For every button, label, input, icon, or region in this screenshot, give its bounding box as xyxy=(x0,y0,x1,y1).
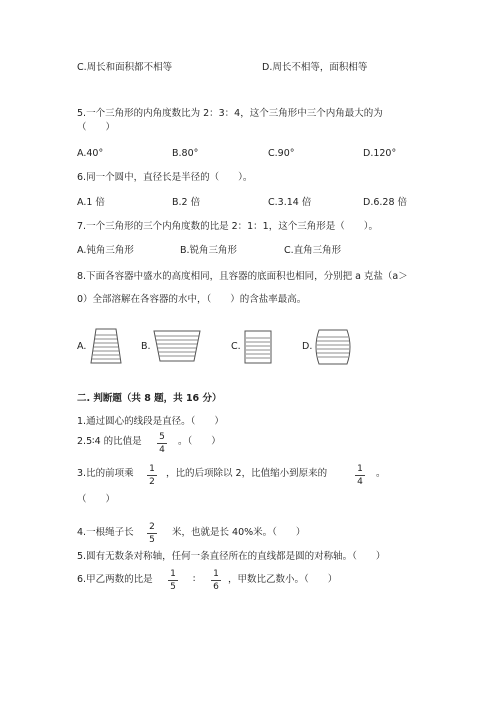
j3-numerator-1: 1 xyxy=(149,464,155,474)
q6-option-a[interactable]: A.1 倍 xyxy=(77,197,105,208)
q8-option-d-label[interactable]: D. xyxy=(302,341,313,352)
j2-statement-pre: 2.5∶4 的比值是 xyxy=(77,436,142,447)
j2-statement-post: 。（ ） xyxy=(178,436,221,447)
j4-numerator: 2 xyxy=(149,522,155,532)
q8-option-a-label[interactable]: A. xyxy=(77,341,87,352)
j6-numerator-1: 1 xyxy=(170,569,176,579)
q8-option-b-label[interactable]: B. xyxy=(141,341,151,352)
q7-option-c[interactable]: C.直角三角形 xyxy=(284,245,342,256)
q7-option-b[interactable]: B.锐角三角形 xyxy=(180,245,238,256)
container-c-icon xyxy=(243,329,273,365)
q5-option-d[interactable]: D.120° xyxy=(363,148,397,159)
j3-answer-blank: （ ） xyxy=(77,494,116,505)
j5-statement: 5.圆有无数条对称轴，任何一条直径所在的直线都是圆的对称轴。（ ） xyxy=(77,551,386,562)
j6-fraction-1 xyxy=(167,569,179,592)
container-a-icon xyxy=(88,327,124,365)
q6-stem: 6.同一个圆中，直径长是半径的（ ）。 xyxy=(77,172,253,183)
j1-statement: 1.通过圆心的线段是直径。（ ） xyxy=(77,416,224,427)
fraction-bar xyxy=(355,475,365,476)
section-title: 二. 判断题（共 8 题，共 16 分） xyxy=(77,393,222,404)
j3-fraction-2 xyxy=(354,464,366,487)
container-d-icon xyxy=(313,328,353,366)
q5-option-a[interactable]: A.40° xyxy=(77,148,104,159)
j6-colon: ∶ xyxy=(193,574,196,585)
j4-statement-pre: 4.一根绳子长 xyxy=(77,527,134,538)
j3-denominator-1: 2 xyxy=(149,477,155,487)
q6-option-d[interactable]: D.6.28 倍 xyxy=(363,197,408,208)
j2-numerator: 5 xyxy=(159,432,165,442)
q5-answer-blank: （ ） xyxy=(77,122,116,133)
j4-denominator: 5 xyxy=(149,535,155,545)
j6-numerator-2: 1 xyxy=(213,569,219,579)
q4-option-d[interactable]: D.周长不相等，面积相等 xyxy=(262,62,368,73)
j6-denominator-1: 5 xyxy=(170,582,176,592)
j4-fraction xyxy=(146,522,158,545)
q6-option-c[interactable]: C.3.14 倍 xyxy=(268,197,312,208)
q5-option-b[interactable]: B.80° xyxy=(172,148,199,159)
j3-fraction-1 xyxy=(146,464,158,487)
fraction-bar xyxy=(147,533,157,534)
q8-option-c-label[interactable]: C. xyxy=(231,341,241,352)
j2-fraction xyxy=(156,432,168,455)
q8-stem: 8.下面各容器中盛水的高度相同，且容器的底面积也相同，分别把 a 克盐（a＞ xyxy=(77,271,408,282)
q4-option-c[interactable]: C.周长和面积都不相等 xyxy=(77,62,173,73)
j6-statement-pre: 6.甲乙两数的比是 xyxy=(77,574,153,585)
j2-denominator: 4 xyxy=(159,445,165,455)
j6-statement-post: ，甲数比乙数小。（ ） xyxy=(228,574,338,585)
q5-option-c[interactable]: C.90° xyxy=(268,148,295,159)
fraction-bar xyxy=(147,475,157,476)
j3-statement-mid: ，比的后项除以 2，比值缩小到原来的 xyxy=(166,468,328,479)
fraction-bar xyxy=(168,580,178,581)
j3-numerator-2: 1 xyxy=(357,464,363,474)
container-b-icon xyxy=(152,329,202,363)
j3-statement-pre: 3.比的前项乘 xyxy=(77,468,134,479)
fraction-bar xyxy=(157,443,167,444)
j3-denominator-2: 4 xyxy=(357,477,363,487)
fraction-bar xyxy=(211,580,221,581)
q8-stem-cont: 0）全部溶解在各容器的水中，（ ）的含盐率最高。 xyxy=(77,294,307,305)
q5-stem: 5.一个三角形的内角度数比为 2：3：4，这个三角形中三个内角最大的为 xyxy=(77,108,383,119)
q6-option-b[interactable]: B.2 倍 xyxy=(172,197,201,208)
j6-denominator-2: 6 xyxy=(213,582,219,592)
q7-option-a[interactable]: A.钝角三角形 xyxy=(77,245,134,256)
j3-statement-post: 。 xyxy=(376,468,386,479)
j4-statement-post: 米，也就是长 40%米。（ ） xyxy=(172,527,306,538)
q7-stem: 7.一个三角形的三个内角度数的比是 2：1：1，这个三角形是（ ）。 xyxy=(77,221,378,232)
j6-fraction-2 xyxy=(210,569,222,592)
